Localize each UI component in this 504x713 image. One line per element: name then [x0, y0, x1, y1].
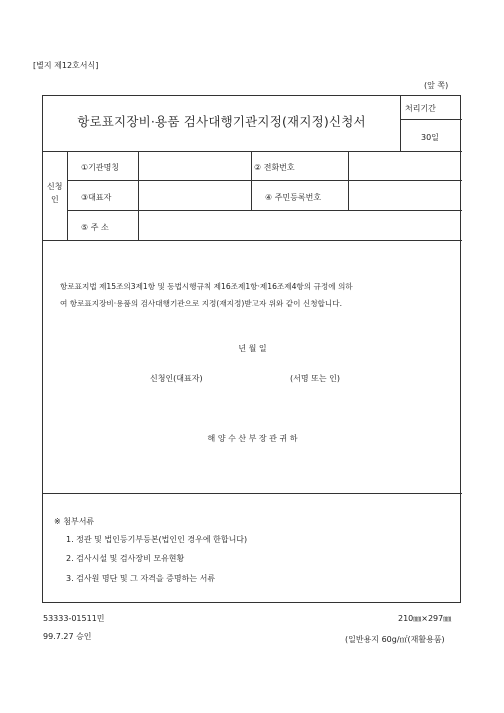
application-statement: [60, 278, 450, 312]
divider: [400, 96, 401, 151]
resident-number-label: ④ 주민등록번호: [265, 193, 322, 202]
signer-label: 신청인(대표자): [150, 374, 203, 383]
phone-label: ② 전화번호: [254, 163, 295, 172]
applicant-label-2: 인: [51, 195, 59, 204]
paper-size: 210㎜×297㎜: [398, 614, 452, 623]
page-side-note: (앞 쪽): [424, 81, 449, 90]
form-title: 항로표지장비·용품 검사대행기관지정(재지정)신청서: [77, 114, 366, 129]
statement-line-1: 항로표지법 제15조의3제1항 및 동법시행규칙 제16조제1항·제16조제4항의 규정에 의하: [60, 282, 353, 291]
processing-period-label: 처리기간: [405, 104, 436, 113]
approval-date: 99.7.27 승인: [43, 632, 92, 641]
divider: [400, 119, 462, 120]
signature-note: (서명 또는 인): [290, 374, 340, 383]
attachment-item: 3. 검사원 명단 및 그 자격을 증명하는 서류: [66, 574, 216, 583]
divider: [138, 151, 139, 240]
form-code: 53333-01511민: [43, 614, 105, 623]
org-name-label: ①기관명칭: [81, 163, 120, 172]
application-form: [42, 95, 461, 603]
attachment-item: 1. 정관 및 법인등기부등본(법인인 경우에 한합니다): [66, 535, 248, 544]
divider: [43, 151, 462, 152]
divider: [67, 180, 462, 181]
divider: [67, 151, 68, 240]
divider: [251, 151, 252, 210]
divider: [348, 151, 349, 210]
attachment-item: 2. 검사시설 및 검사장비 모유현황: [66, 554, 185, 563]
divider: [67, 210, 462, 211]
divider: [43, 240, 462, 241]
applicant-label: 신청: [47, 182, 63, 191]
attachments-heading: ※ 첨부서류: [54, 517, 95, 526]
processing-period-value: 30일: [421, 133, 439, 142]
paper-spec: (일반용지 60g/㎡(재활용품): [345, 635, 445, 644]
representative-label: ③대표자: [81, 193, 112, 202]
recipient: 해 양 수 산 부 장 관 귀 하: [207, 434, 298, 443]
divider: [43, 493, 462, 494]
form-number: [별지 제12호서식]: [33, 61, 99, 70]
date-line: 년 월 일: [238, 344, 267, 353]
address-label: ⑤ 주 소: [81, 223, 109, 232]
statement-line-2: 여 항로표지장비·용품의 검사대행기관으로 지정(재지정)받고자 위와 같이 신청합니다.: [60, 299, 342, 308]
